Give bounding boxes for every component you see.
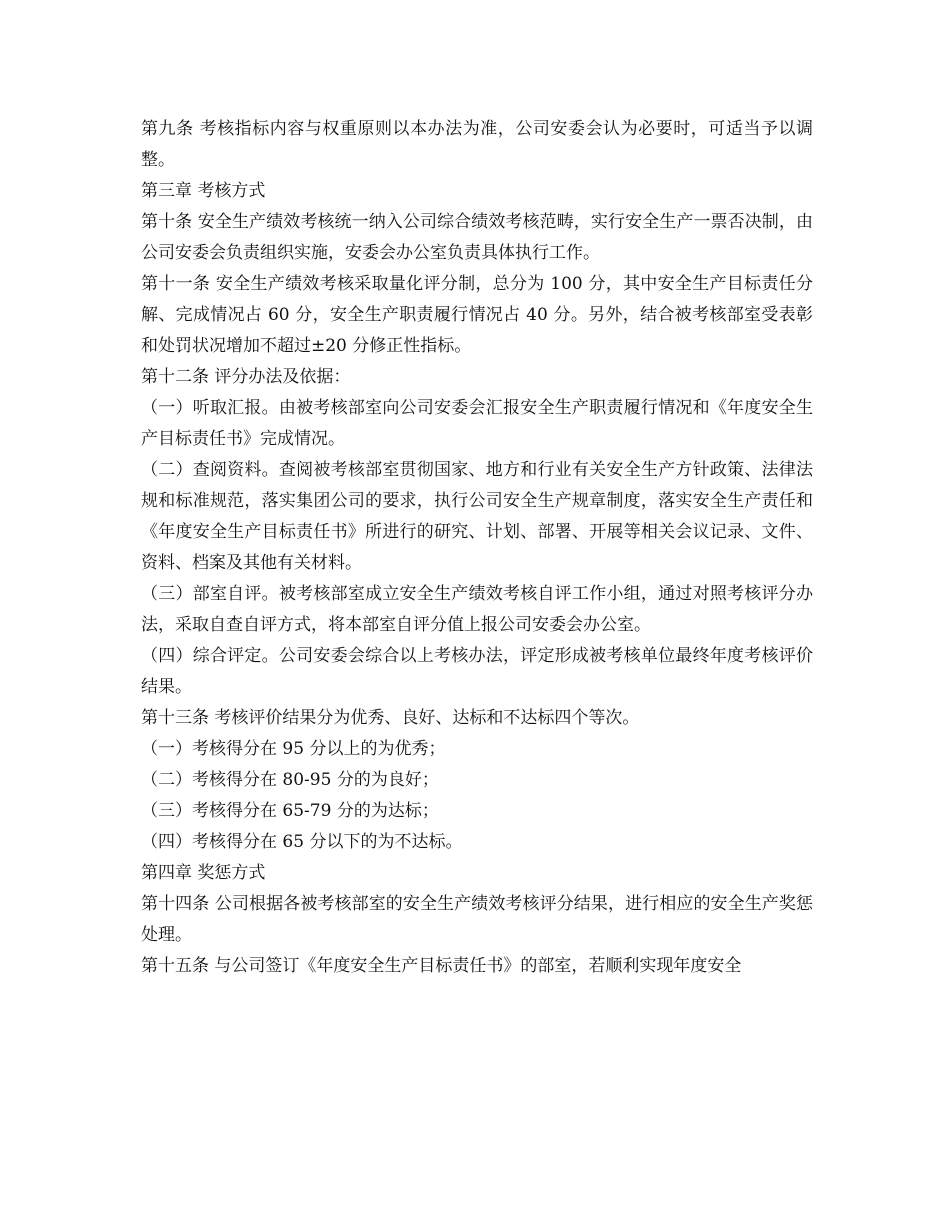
article-13-item-1: （一）考核得分在 95 分以上的为优秀； [141,739,446,759]
article-13: 第十三条 考核评价结果分为优秀、良好、达标和不达标四个等次。 [141,708,640,728]
article-13-item-4: （四）考核得分在 65 分以下的为不达标。 [141,832,463,852]
article-12-item-1: （一）听取汇报。由被考核部室向公司安委会汇报安全生产职责履行情况和《年度安全生产目标责任书》完成情况。 [141,398,813,449]
chapter-4-heading: 第四章 奖惩方式 [141,863,266,883]
article-14: 第十四条 公司根据各被考核部室的安全生产绩效考核评分结果，进行相应的安全生产奖惩处理。 [141,894,813,945]
article-11: 第十一条 安全生产绩效考核采取量化评分制，总分为 100 分，其中安全生产目标责任分解、完成情况占 60 分，安全生产职责履行情况占 40 分。另外，结合被考核部室受表彰和处罚状况增加不超过±20 分修正性指标。 [141,274,813,356]
article-12-item-3: （三）部室自评。被考核部室成立安全生产绩效考核自评工作小组，通过对照考核评分办法，采取自查自评方式，将本部室自评分值上报公司安委会办公室。 [141,584,813,635]
article-12-item-4: （四）综合评定。公司安委会综合以上考核办法，评定形成被考核单位最终年度考核评价结果。 [141,646,813,697]
article-12: 第十二条 评分办法及依据： [141,367,351,387]
document-body [141,114,813,982]
article-15: 第十五条 与公司签订《年度安全生产目标责任书》的部室，若顺利实现年度安全 [141,956,742,976]
article-13-item-3: （三）考核得分在 65-79 分的为达标； [141,801,439,821]
chapter-3-heading: 第三章 考核方式 [141,181,266,201]
article-9: 第九条 考核指标内容与权重原则以本办法为准，公司安委会认为必要时，可适当予以调整。 [141,119,813,170]
article-13-item-2: （二）考核得分在 80-95 分的为良好； [141,770,439,790]
article-12-item-2: （二）查阅资料。查阅被考核部室贯彻国家、地方和行业有关安全生产方针政策、法律法规和标准规范，落实集团公司的要求，执行公司安全生产规章制度，落实安全生产责任和《年度安全生产目标责任书》所进行的研究、计划、部署、开展等相关会议记录、文件、资料、档案及其他有关材料。 [141,460,813,573]
article-10: 第十条 安全生产绩效考核统一纳入公司综合绩效考核范畴，实行安全生产一票否决制，由公司安委会负责组织实施，安委会办公室负责具体执行工作。 [141,212,813,263]
